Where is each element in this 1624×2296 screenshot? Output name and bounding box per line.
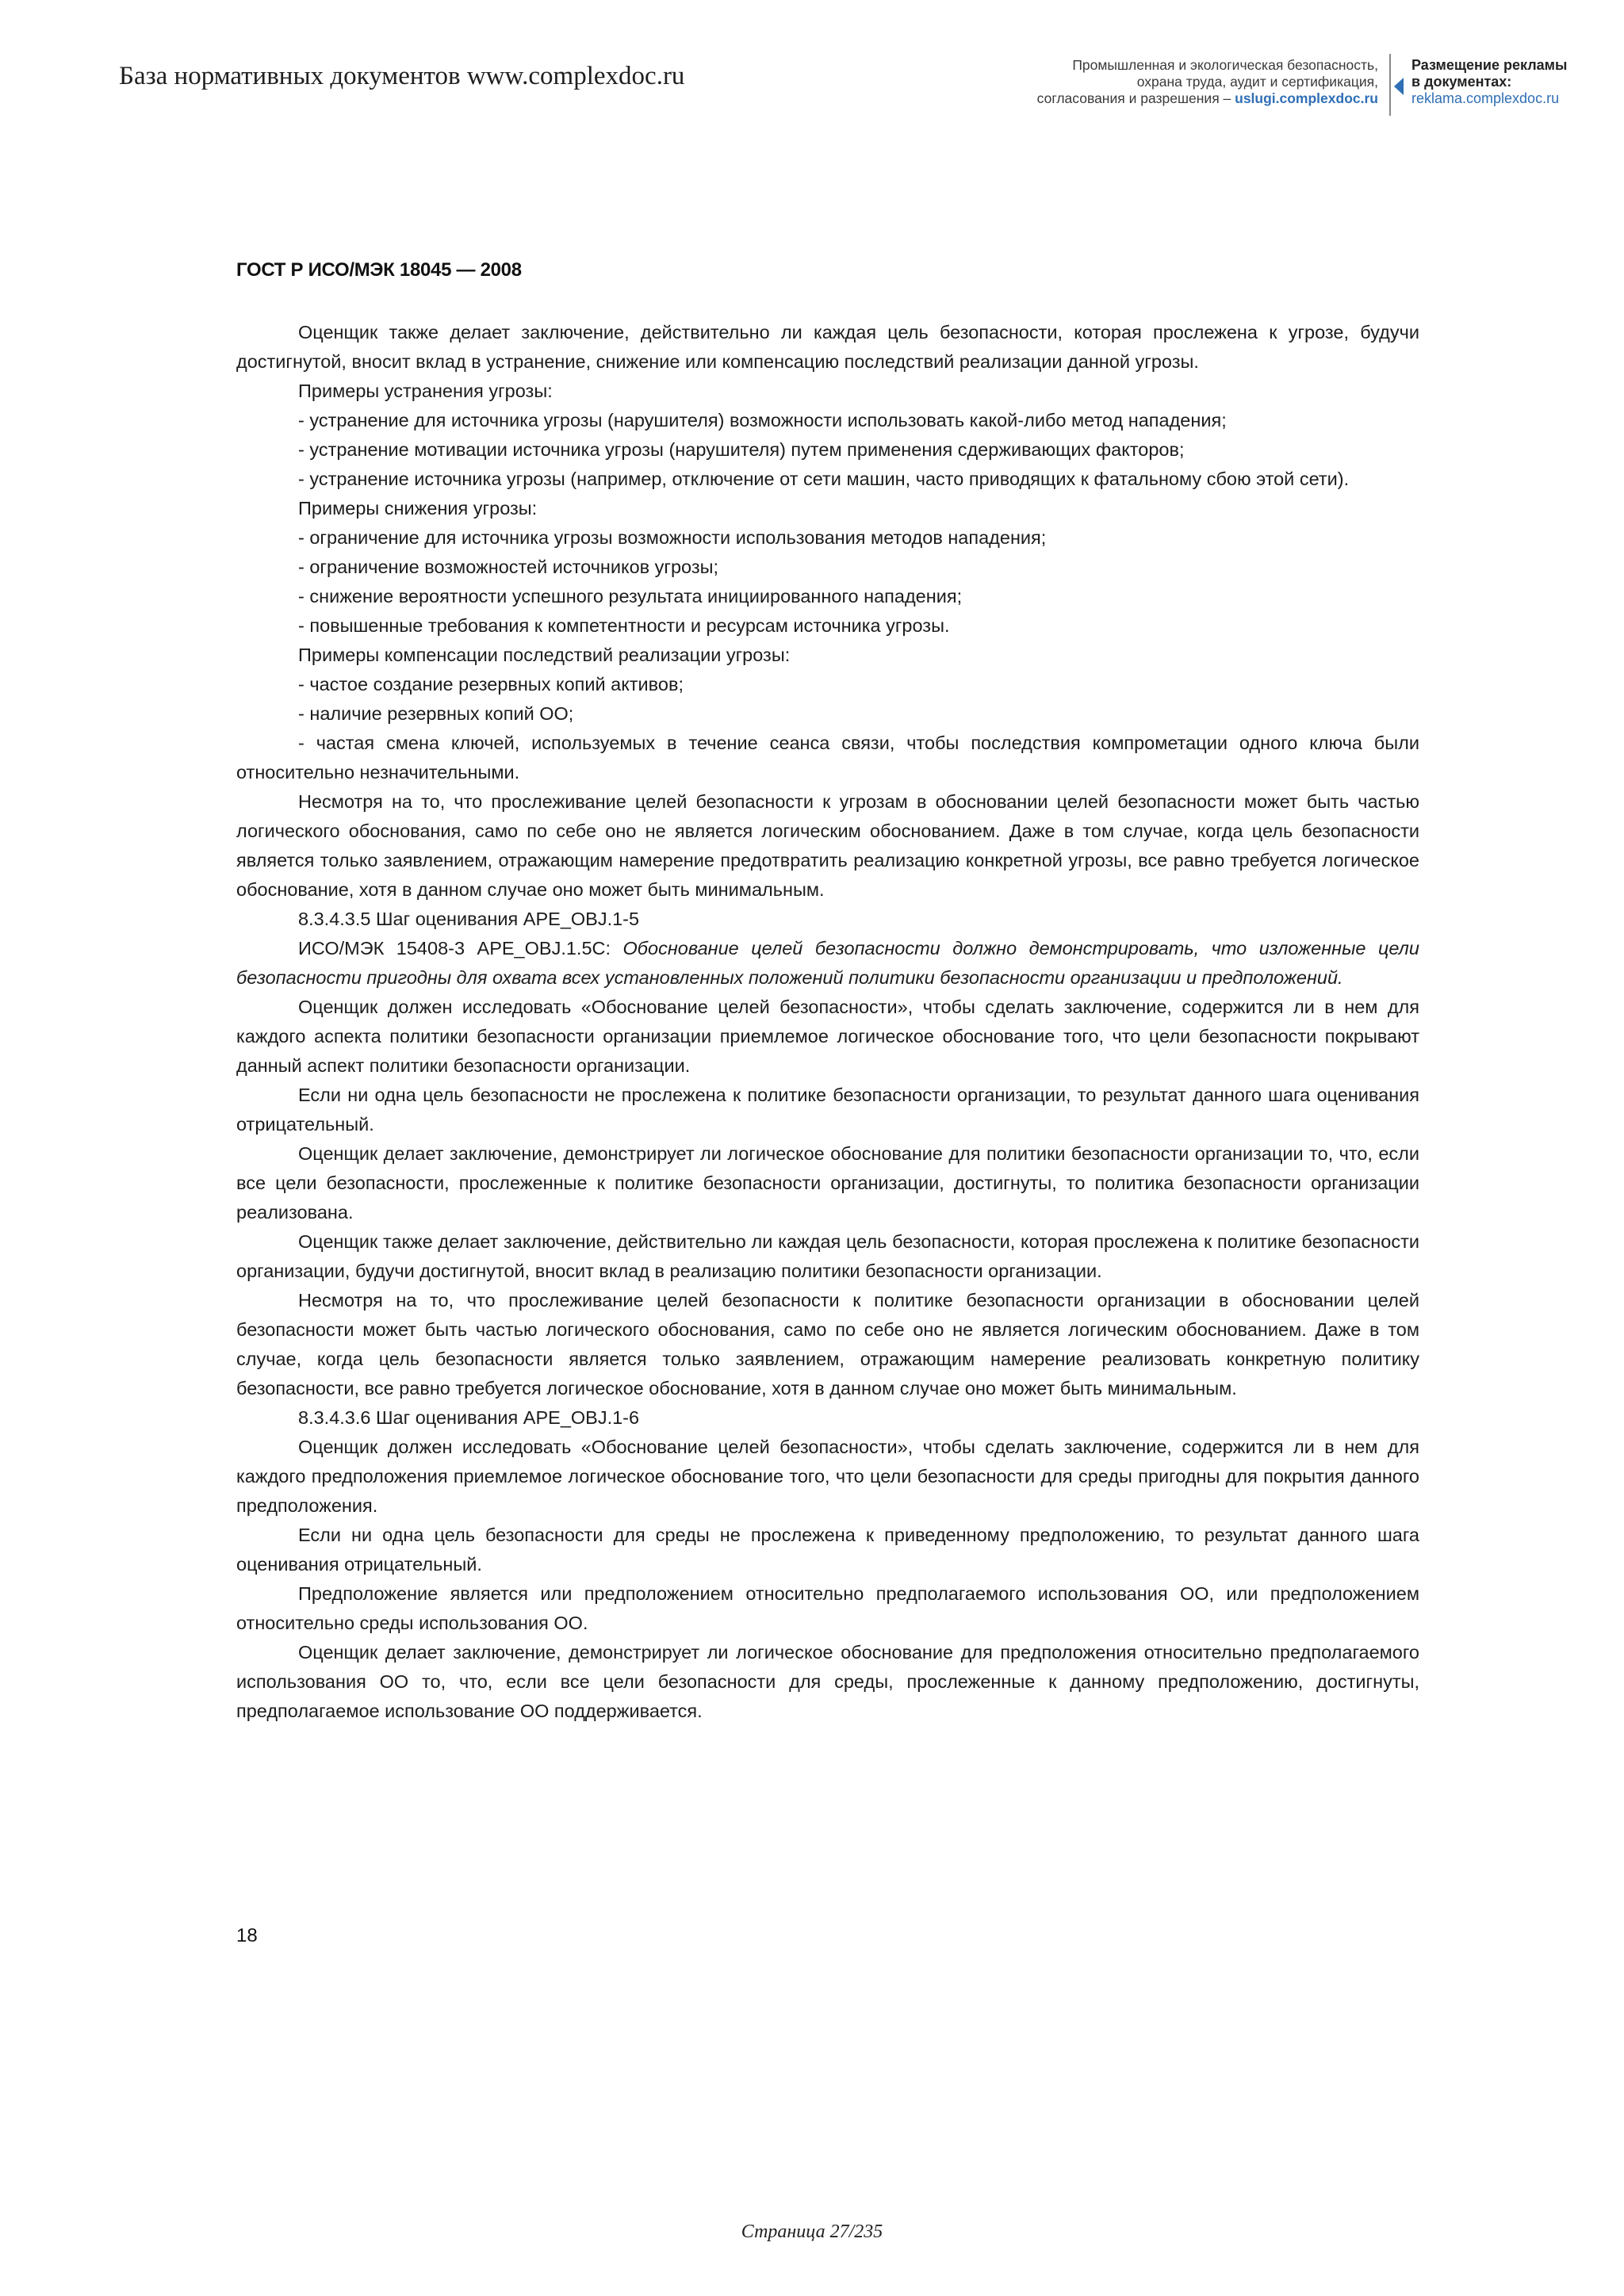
ad-line-3-prefix: согласования и разрешения – [1036, 90, 1235, 106]
paragraph: Оценщик также делает заключение, действительно ли каждая цель безопасности, которая прослежена к угрозе, будучи достигнутой, вносит вклад в устранение, снижение или компенсацию последствий реализации данной угрозы. [236, 322, 1419, 372]
ad2-line-1: Размещение рекламы [1411, 57, 1568, 73]
ad-line-3 [980, 90, 1378, 107]
site-title: База нормативных документов www.complexdoc.ru [119, 62, 685, 90]
paragraph: Оценщик делает заключение, демонстрирует ли логическое обоснование для предположения относительно предполагаемого использования ОО то, что, если все цели безопасности для среды, прослеженные к данному предположению, достигнуты, предполагаемое использование ОО поддерживается. [236, 1642, 1419, 1721]
document-header: ГОСТ Р ИСО/МЭК 18045 — 2008 [236, 259, 522, 281]
paragraph: Если ни одна цель безопасности для среды не прослежена к приведенному предположению, то результат данного шага оценивания отрицательный. [236, 1525, 1419, 1575]
list-item: - ограничение для источника угрозы возможности использования методов нападения; [298, 527, 1047, 548]
paragraph: Оценщик делает заключение, демонстрирует ли логическое обоснование для политики безопасности организации то, что, если все цели безопасности, прослеженные к политике безопасности организации, достигнуты, то политика безопасности организации реализована. [236, 1143, 1419, 1223]
paragraph: Оценщик также делает заключение, действительно ли каждая цель безопасности, которая прослежена к политике безопасности организации, будучи достигнутой, вносит вклад в реализацию политики безопасности организации. [236, 1231, 1419, 1281]
list-item: - частая смена ключей, используемых в течение сеанса связи, чтобы последствия компрометации одного ключа были относительно незначительными. [236, 733, 1419, 783]
paragraph: Примеры снижения угрозы: [298, 498, 538, 519]
ad-line-1: Промышленная и экологическая безопасность, [1072, 57, 1378, 73]
section-heading: 8.3.4.3.5 Шаг оценивания APE_OBJ.1-5 [298, 909, 640, 929]
advertising-ad[interactable] [1411, 57, 1602, 107]
ad2-line-2: в документах: [1411, 74, 1512, 90]
reklama-link[interactable]: reklama.complexdoc.ru [1411, 90, 1560, 106]
paragraph: Примеры компенсации последствий реализации угрозы: [298, 645, 791, 665]
list-item: - устранение источника угрозы (например, отключение от сети машин, часто приводящих к фатальному сбою этой сети). [298, 469, 1350, 489]
paragraph: Если ни одна цель безопасности не прослежена к политике безопасности организации, то результат данного шага оценивания отрицательный. [236, 1085, 1419, 1135]
paragraph: Предположение является или предположением относительно предполагаемого использования ОО, или предположением относительно среды использования ОО. [236, 1583, 1419, 1633]
list-item: - ограничение возможностей источников угрозы; [298, 557, 719, 577]
footer-page-label: Страница 27/235 [741, 2221, 883, 2242]
document-body [236, 318, 1419, 1726]
paragraph: Несмотря на то, что прослеживание целей безопасности к политике безопасности организации в обосновании целей безопасности может быть частью логического обоснования, само по себе оно не является логическим обоснованием. Даже в том случае, когда цель безопасности является только заявлением, отражающим намерение реализовать конкретную политику безопасности, все равно требуется логическое обоснование, хотя в данном случае оно может быть минимальным. [236, 1290, 1419, 1399]
ad-line-2: охрана труда, аудит и сертификация, [1136, 74, 1378, 90]
page-number: 18 [236, 1925, 258, 1946]
ad-divider [1389, 54, 1391, 116]
paragraph: Несмотря на то, что прослеживание целей безопасности к угрозам в обосновании целей безопасности может быть частью логического обоснования, само по себе оно не является логическим обоснованием. Даже в том случае, когда цель безопасности является только заявлением, отражающим намерение предотвратить реализацию конкретной угрозы, все равно требуется логическое обоснование, хотя в данном случае оно может быть минимальным. [236, 791, 1419, 900]
list-item: - устранение для источника угрозы (нарушителя) возможности использовать какой-либо метод нападения; [298, 410, 1227, 430]
paragraph: Оценщик должен исследовать «Обоснование целей безопасности», чтобы сделать заключение, содержится ли в нем для каждого предположения приемлемое логическое обоснование того, что цели безопасности для среды пригодны для покрытия данного предположения. [236, 1437, 1419, 1516]
arrow-left-icon [1394, 78, 1404, 95]
paragraph: Оценщик должен исследовать «Обоснование целей безопасности», чтобы сделать заключение, содержится ли в нем для каждого аспекта политики безопасности организации приемлемое логическое обоснование того, что цели безопасности покрывают данный аспект политики безопасности организации. [236, 997, 1419, 1076]
list-item: - частое создание резервных копий активов; [298, 674, 684, 695]
uslugi-link[interactable]: uslugi.complexdoc.ru [1235, 90, 1378, 106]
list-item: - снижение вероятности успешного результата инициированного нападения; [298, 586, 963, 607]
paragraph: Примеры устранения угрозы: [298, 381, 553, 401]
list-item: - наличие резервных копий ОО; [298, 703, 574, 724]
list-item: - устранение мотивации источника угрозы (нарушителя) путем применения сдерживающих факторов; [298, 439, 1185, 460]
list-item: - повышенные требования к компетентности и ресурсам источника угрозы. [298, 615, 950, 636]
requirement-text: Обоснование целей безопасности должно демонстрировать, что изложенные цели безопасности пригодны для охвата всех установленных положений политики безопасности организации и предположений. [236, 938, 1419, 988]
requirement-prefix: ИСО/МЭК 15408-3 APE_OBJ.1.5C: [298, 938, 623, 959]
requirement-paragraph [236, 934, 1419, 993]
services-ad[interactable] [980, 57, 1378, 107]
section-heading: 8.3.4.3.6 Шаг оценивания APE_OBJ.1-6 [298, 1407, 640, 1428]
